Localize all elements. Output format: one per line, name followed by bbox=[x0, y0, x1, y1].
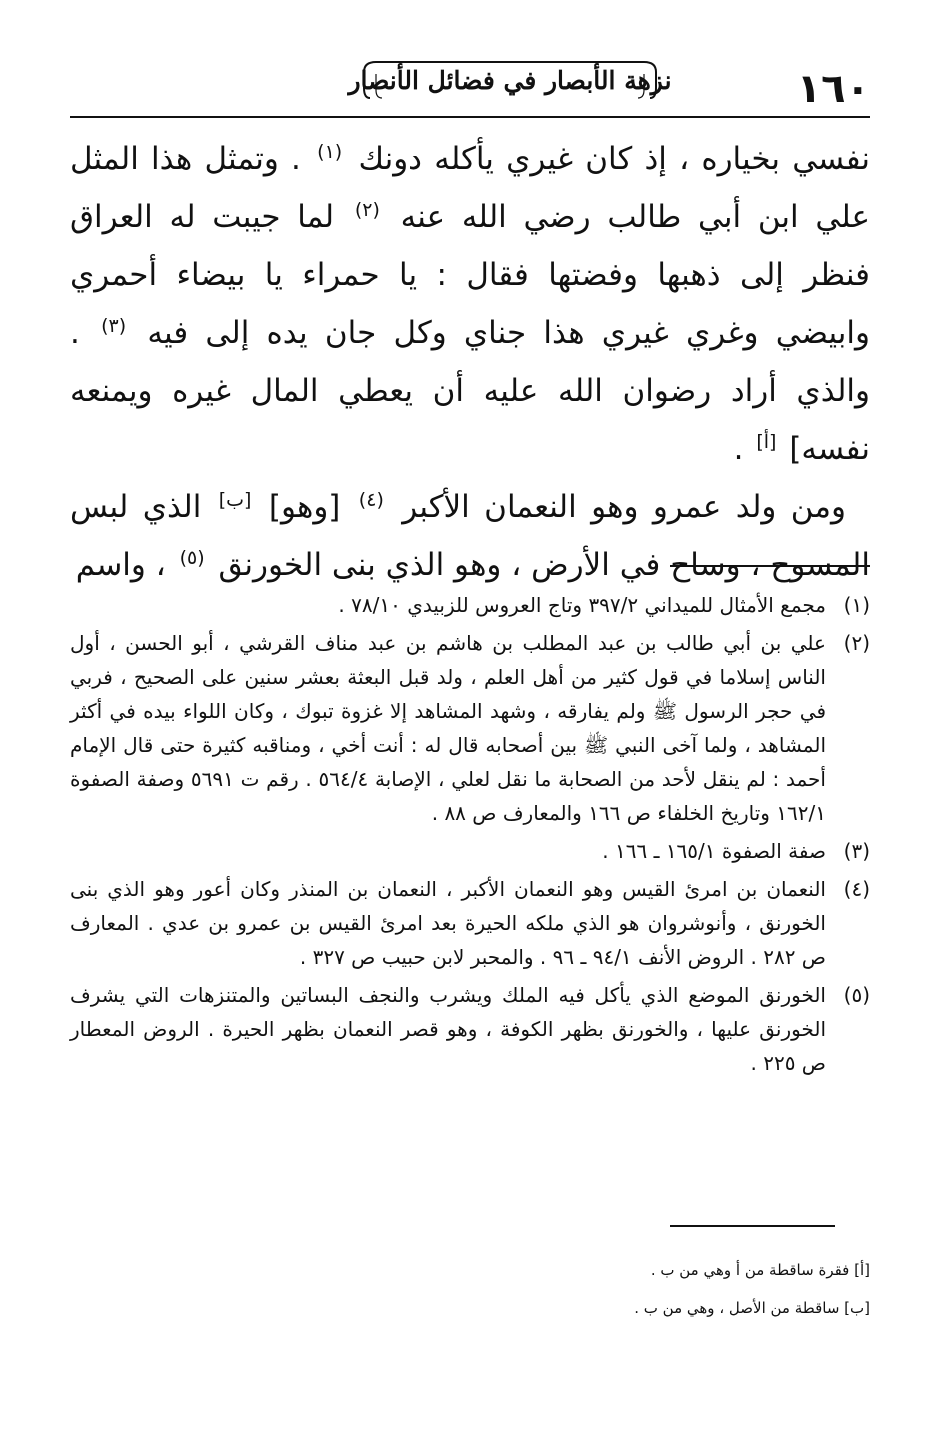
footnote-ref-2[interactable]: (٢) bbox=[354, 198, 380, 221]
footnote-text: صفة الصفوة ١٦٥/١ ـ ١٦٦ . bbox=[602, 839, 826, 863]
footnote-text: النعمان بن امرئ القيس وهو النعمان الأكبر ، النعمان بن المنذر وكان أعور وهو الذي بنى الخورنق ، وأنوشروان هو الذي ملكه الحيرة بعد امرئ القيس بن عمرو بن عدي . المعارف ص ٢٨٢ . الروض الأنف ٩٤/١ ـ ٩٦ . والمحبر لابن حبيب ص ٣٢٧ . bbox=[70, 877, 826, 969]
text-segment: لما جيبت له العراق فنظر إلى ذهبها وفضتها فقال : يا حمراء يا بيضاء أحمري وابيضي وغري غيري هذا جناي وكل جان يده إلى فيه bbox=[70, 199, 871, 351]
text-segment: نفسي بخياره ، إذ كان غيري يأكله دونك bbox=[358, 141, 871, 177]
running-title-cartouche bbox=[348, 58, 672, 102]
main-text bbox=[70, 130, 870, 594]
variant-notes-separator bbox=[670, 1225, 835, 1227]
text-segment: ومن ولد عمرو وهو النعمان الأكبر bbox=[402, 489, 846, 525]
footnote-text: مجمع الأمثال للميداني ٣٩٧/٢ وتاج العروس للزبيدي ٧٨/١٠ . bbox=[338, 593, 826, 617]
footnote-3 bbox=[70, 834, 870, 868]
footnote-1 bbox=[70, 588, 870, 622]
text-segment: الذي لبس المسوح ، وساح في الأرض ، وهو الذي بنى الخورنق bbox=[70, 489, 870, 583]
page-header bbox=[70, 52, 870, 112]
footnote-number: (٥) bbox=[843, 983, 870, 1007]
paragraph-1 bbox=[70, 130, 870, 478]
footnote-4 bbox=[70, 872, 870, 974]
footnote-number: (٣) bbox=[843, 839, 870, 863]
footnote-2 bbox=[70, 626, 870, 830]
text-segment: . والذي أراد رضوان الله عليه أن يعطي المال غيره ويمنعه نفسه] bbox=[70, 315, 870, 467]
text-segment: [وهو] bbox=[268, 489, 341, 525]
text-segment: . وتمثل هذا المثل علي ابن أبي طالب رضي الله عنه bbox=[70, 141, 870, 235]
footnote-text: علي بن أبي طالب بن عبد المطلب بن هاشم بن عبد مناف القرشي ، أبو الحسن ، أول الناس إسلاما في قول كثير من أهل العلم ، ولد قبل البعثة بعشر سنين على الصحيح ، فربي في حجر الرسول ﷺ ولم يفارقه ، وشهد المشاهد إلا غزوة تبوك ، وكان اللواء بيده في أكثر المشاهد ، ولما آخى النبي ﷺ بين أصحابه قال له : أنت أخي ، ومناقبه كثيرة حتى قال الإمام أحمد : لم ينقل لأحد من الصحابة ما نقل لعلي ، الإصابة ٥٦٤/٤ . رقم ت ٥٦٩١ وصفة الصفوة ١٦٢/١ وتاريخ الخلفاء ص ١٦٦ والمعارف ص ٨٨ . bbox=[70, 631, 826, 825]
footnote-ref-4[interactable]: (٤) bbox=[358, 488, 384, 511]
footnote-number: (١) bbox=[843, 593, 870, 617]
footnote-ref-1[interactable]: (١) bbox=[317, 140, 343, 163]
footnote-number: (٤) bbox=[843, 877, 870, 901]
footnote-ref-3[interactable]: (٣) bbox=[101, 314, 127, 337]
running-title: نزهة الأبصار في فضائل الأنصار bbox=[348, 65, 672, 95]
variant-note-a: [أ] فقرة ساقطة من أ وهي من ب . bbox=[650, 1261, 870, 1279]
footnote-ref-5[interactable]: (٥) bbox=[179, 546, 205, 569]
variant-note-b: [ب] ساقطة من الأصل ، وهي من ب . bbox=[634, 1299, 870, 1317]
header-rule bbox=[70, 116, 870, 118]
footnote-separator bbox=[670, 565, 870, 567]
footnote-text: الخورنق الموضع الذي يأكل فيه الملك ويشرب والنجف البساتين والمتنزهات التي يشرف الخورنق عليها ، والخورنق بظهر الكوفة ، وهو قصر النعمان بظهر الحيرة . الروض المعطار ص ٢٢٥ . bbox=[70, 983, 826, 1075]
footnote-number: (٢) bbox=[843, 631, 870, 655]
footnotes bbox=[70, 588, 870, 1084]
variant-notes bbox=[70, 1253, 870, 1329]
text-segment: . bbox=[733, 431, 744, 467]
paragraph-2 bbox=[70, 478, 870, 594]
footnote-5 bbox=[70, 978, 870, 1080]
page-number: ١٦٠ bbox=[796, 66, 870, 112]
text-segment: ، واسم bbox=[75, 547, 166, 583]
variant-ref-a[interactable]: [أ] bbox=[756, 430, 777, 453]
variant-ref-b[interactable]: [ب] bbox=[218, 488, 252, 511]
